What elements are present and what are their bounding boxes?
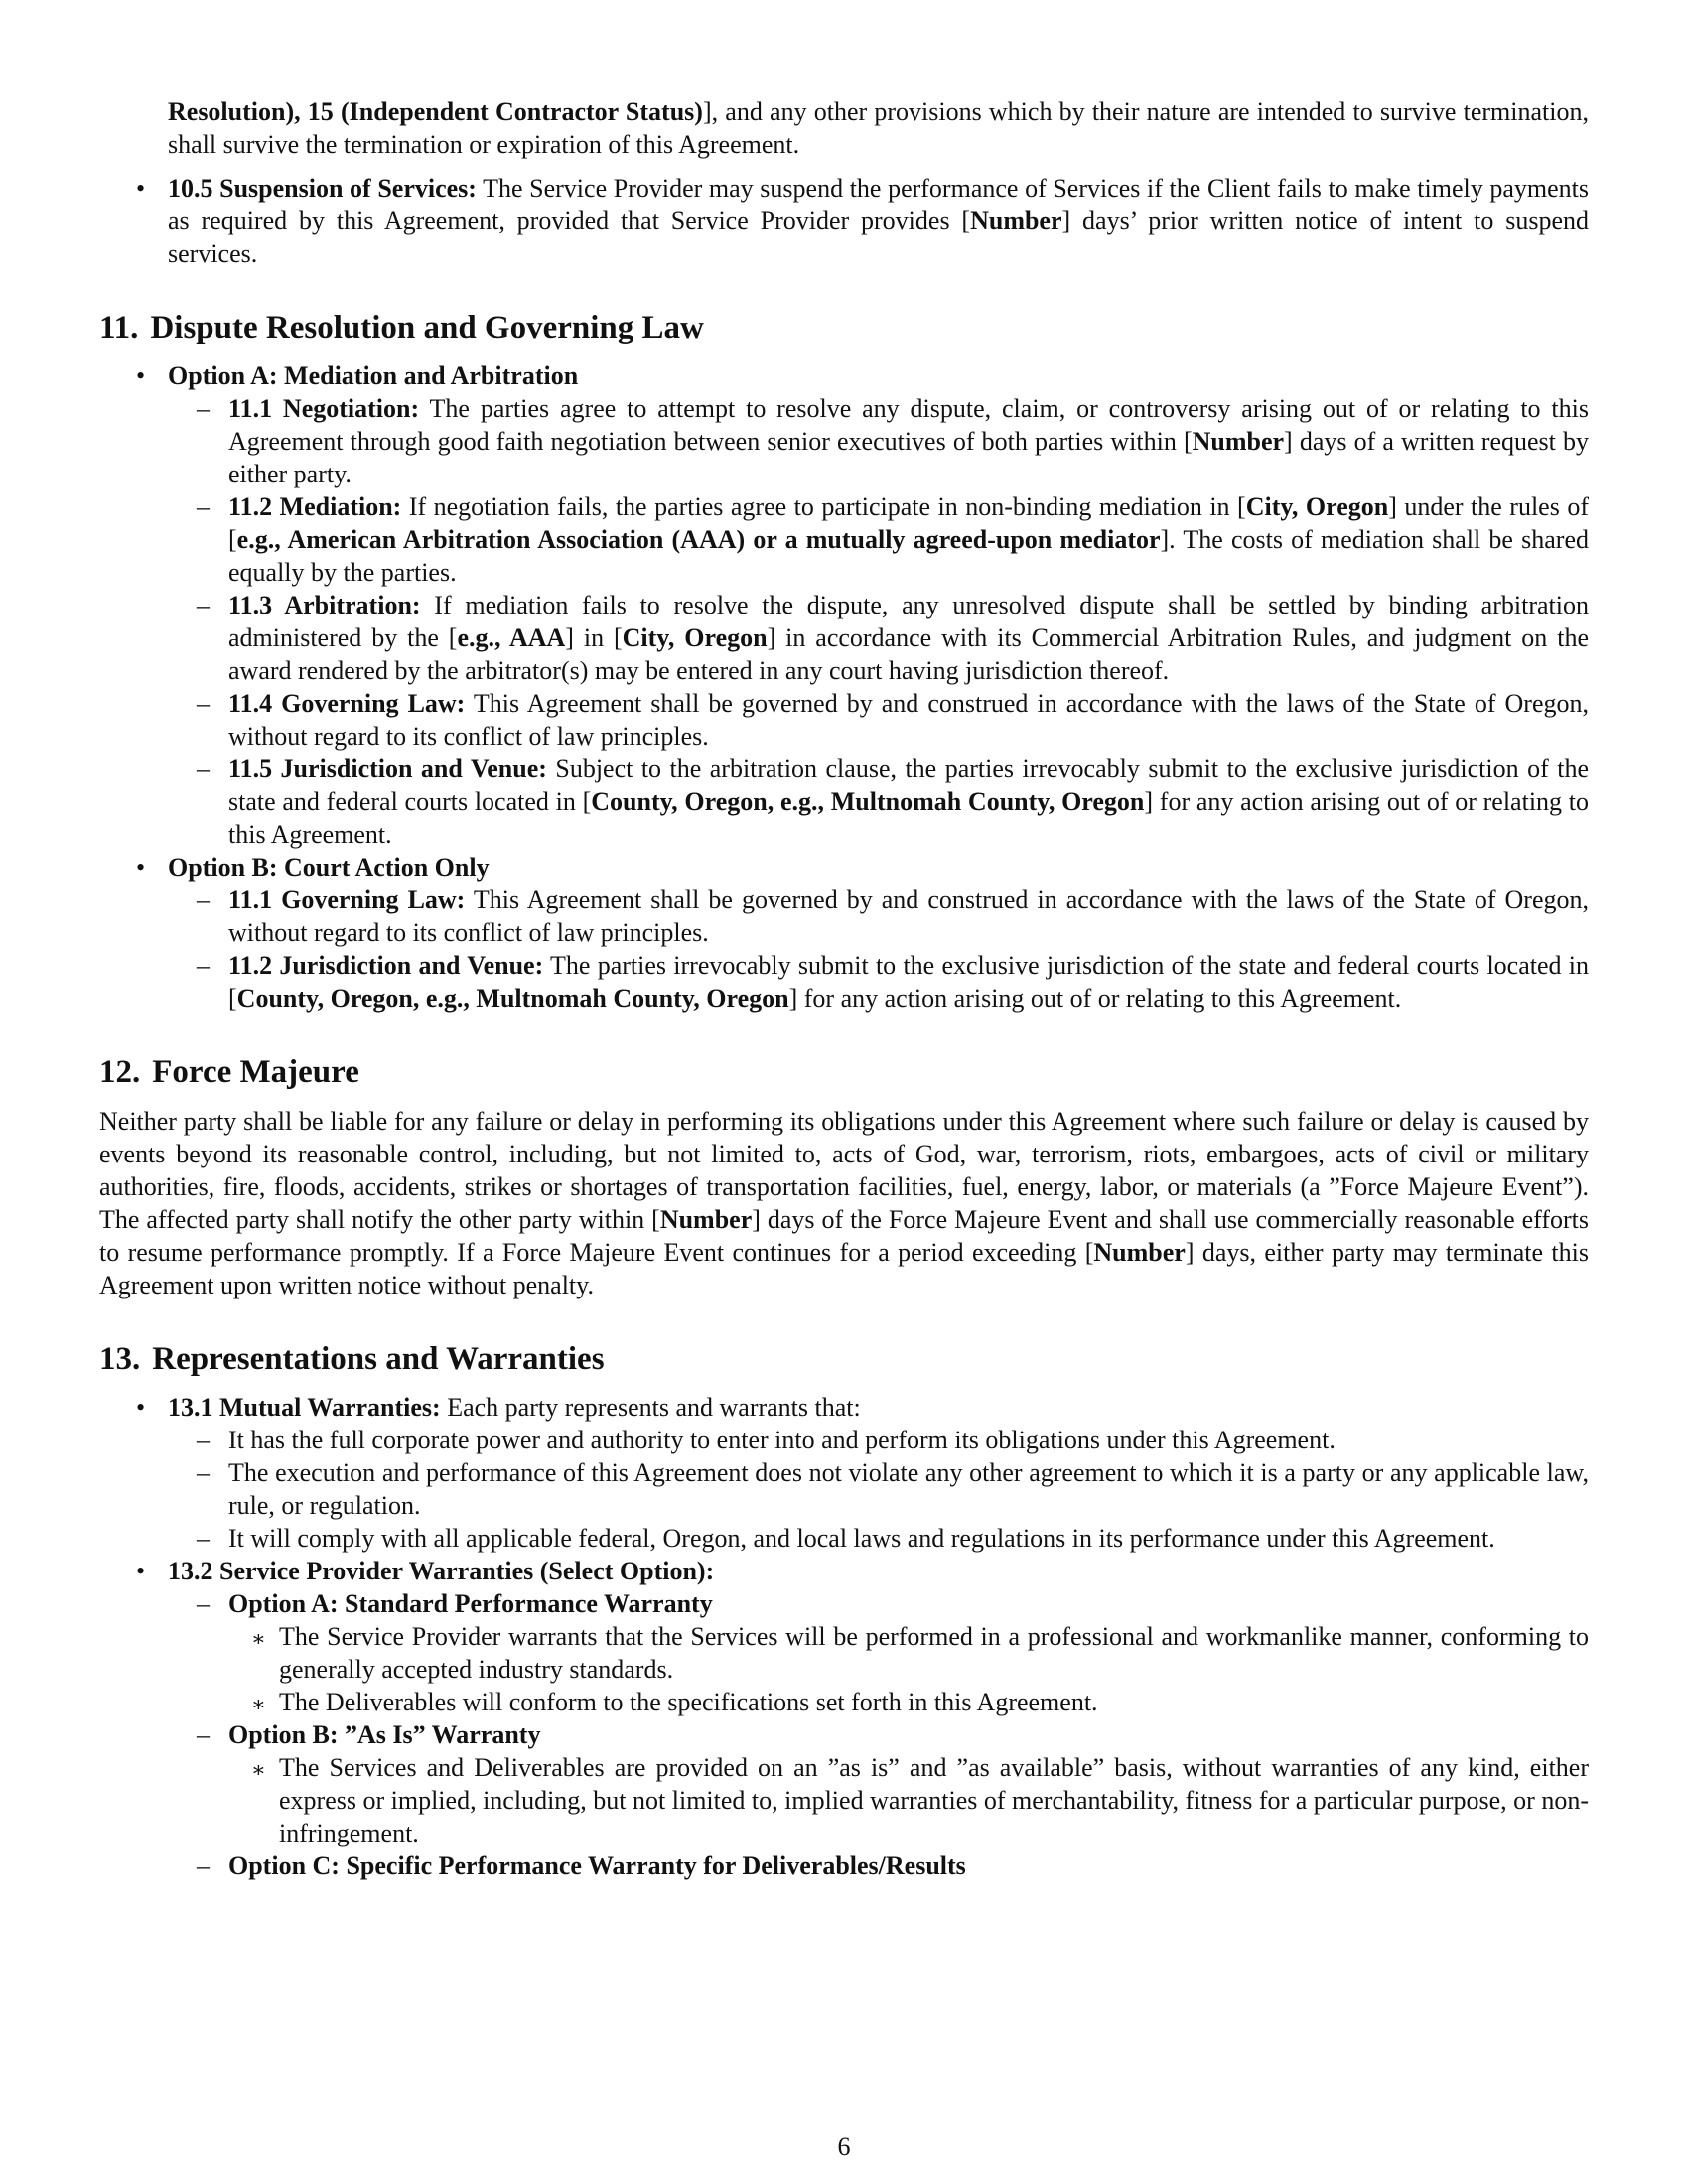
page-number: 6 — [837, 2132, 851, 2161]
force-majeure-paragraph: Neither party shall be liable for any failure or delay in performing its obligations under this Agreement where such failure or delay is caused by events beyond its reasonable control, including, but not limited to, acts of God, war, terrorism, riots, embargoes, acts of civil or military authorities, fire, floods, accidents, strikes or shortages of transportation facilities, fuel, energy, labor, or materials (a ”Force Majeure Event”). The affected party shall notify the other party within [Number] days of the Force Majeure Event and shall use commercially reasonable efforts to resume performance promptly. If a Force Majeure Event continues for a period exceeding [Number] days, either party may terminate this Agreement upon written notice without penalty. — [99, 1107, 1589, 1299]
document-page — [99, 95, 1589, 1882]
dash-icon: – — [197, 1720, 210, 1749]
clause-11-1-governing-law-b: – 11.1 Governing Law: This Agreement shall be governed by and construed in accordance with the laws of the State of Oregon, without regard to its conflict of law principles. — [197, 886, 1590, 947]
section-12-heading: 12. Force Majeure — [99, 1054, 359, 1090]
dash-icon: – — [197, 591, 210, 619]
section-11-list — [99, 359, 1589, 1015]
clause-11-1-negotiation: – 11.1 Negotiation: The parties agree to attempt to resolve any dispute, claim, or controversy arising out of or relating to this Agreement through good faith negotiation between senior executives of both parties within [Number] days of a written request by either party. — [197, 394, 1589, 488]
bullet-icon: • — [136, 174, 146, 203]
clause-11-2-jurisdiction-b: – 11.2 Jurisdiction and Venue: The parties irrevocably submit to the exclusive jurisdiction of the state and federal courts located in [County, Oregon, e.g., Multnomah County, Oregon] for any action arising out of or relating to this Agreement. — [197, 951, 1589, 1013]
bullet-icon: • — [136, 853, 146, 882]
dash-icon: – — [197, 689, 210, 718]
section-10-list — [99, 172, 1589, 270]
dash-icon: – — [197, 1589, 210, 1618]
bullet-icon: • — [136, 1393, 146, 1422]
dash-icon: – — [197, 1851, 210, 1880]
bullet-icon: • — [136, 361, 146, 390]
option-a-item: • Option A: Mediation and Arbitration — [136, 361, 579, 390]
option-a-subitem: ∗ The Service Provider warrants that the Services will be performed in a professional and workmanlike manner, conforming to generally accepted industry standards. — [251, 1622, 1589, 1684]
warranty-option-c: – Option C: Specific Performance Warranty for Deliverables/Results — [197, 1851, 966, 1880]
mutual-warranty-item: – It has the full corporate power and authority to enter into and perform its obligations under this Agreement. — [197, 1426, 1336, 1454]
asterisk-icon: ∗ — [251, 1626, 266, 1651]
clause-13-1: • 13.1 Mutual Warranties: Each party represents and warrants that: — [136, 1393, 861, 1422]
warranty-option-a: – Option A: Standard Performance Warranty — [197, 1589, 713, 1618]
mutual-warranty-item: – The execution and performance of this Agreement does not violate any other agreement to which it is a party or any applicable law, rule, or regulation. — [197, 1458, 1589, 1520]
dash-icon: – — [197, 886, 210, 914]
survival-clause-continuation: Resolution), 15 (Independent Contractor Status)], and any other provisions which by their nature are intended to survive termination, shall survive the termination or expiration of this Agreement. — [168, 97, 1589, 159]
warranty-option-b: – Option B: ”As Is” Warranty — [197, 1720, 541, 1749]
dash-icon: – — [197, 951, 210, 980]
section-11-heading: 11. Dispute Resolution and Governing Law — [99, 310, 704, 345]
dash-icon: – — [197, 394, 210, 423]
asterisk-icon: ∗ — [251, 1692, 266, 1716]
dash-icon: – — [197, 492, 210, 521]
bold-sections: Resolution), 15 (Independent Contractor Status) — [168, 97, 703, 126]
dash-icon: – — [197, 1524, 210, 1553]
dash-icon: – — [197, 1458, 210, 1487]
clause-11-2-mediation: – 11.2 Mediation: If negotiation fails, the parties agree to participate in non-binding mediation in [City, Oregon] under the rules of [e.g., American Arbitration Association (AAA) or a mutually agreed-upon mediator]. The costs of mediation shall be shared equally by the parties. — [197, 492, 1589, 587]
option-a-subitem: ∗ The Deliverables will conform to the specifications set forth in this Agreement. — [99, 1686, 1589, 1718]
option-b-subitem: ∗ The Services and Deliverables are provided on an ”as is” and ”as available” basis, without warranties of any kind, either express or implied, including, but not limited to, implied warranties of merchantability, fitness for a particular purpose, or non-infringement. — [251, 1753, 1589, 1847]
clause-11-4-governing-law: – 11.4 Governing Law: This Agreement shall be governed by and construed in accordance with the laws of the State of Oregon, without regard to its conflict of law principles. — [197, 689, 1590, 751]
clause-13-2: • 13.2 Service Provider Warranties (Select Option): — [136, 1557, 715, 1585]
section-13-list — [99, 1391, 1589, 1882]
option-b-item: • Option B: Court Action Only — [136, 853, 490, 882]
asterisk-icon: ∗ — [251, 1757, 266, 1782]
mutual-warranty-item: – It will comply with all applicable federal, Oregon, and local laws and regulations in its performance under this Agreement. — [197, 1524, 1495, 1553]
clause-11-3-arbitration: – 11.3 Arbitration: If mediation fails to resolve the dispute, any unresolved dispute shall be settled by binding arbitration administered by the [e.g., AAA] in [City, Oregon] in accordance with its Commercial Arbitration Rules, and judgment on the award rendered by the arbitrator(s) may be entered in any court having jurisdiction thereof. — [197, 591, 1589, 685]
dash-icon: – — [197, 754, 210, 783]
section-13-heading: 13. Representations and Warranties — [99, 1341, 605, 1377]
dash-icon: – — [197, 1426, 210, 1454]
clause-11-5-jurisdiction: – 11.5 Jurisdiction and Venue: Subject to the arbitration clause, the parties irrevocably submit to the exclusive jurisdiction of the state and federal courts located in [County, Oregon, e.g., Multnomah County, Oregon] for any action arising out of or relating to this Agreement. — [197, 754, 1589, 849]
bullet-icon: • — [136, 1557, 146, 1585]
clause-10-5: • 10.5 Suspension of Services: The Service Provider may suspend the performance of Services if the Client fails to make timely payments as required by this Agreement, provided that Service Provider provides [Number] days’ prior written notice of intent to suspend services. — [136, 174, 1589, 268]
